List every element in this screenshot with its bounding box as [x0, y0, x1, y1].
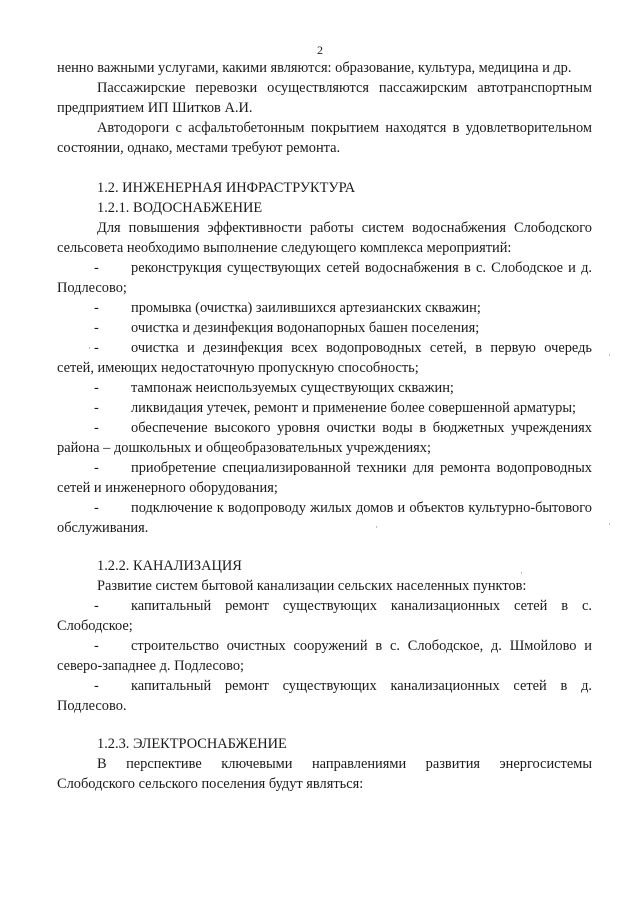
bullet-dash: - — [94, 300, 99, 316]
bullet-dash: - — [94, 500, 99, 516]
document-body — [57, 58, 592, 794]
section-heading-power-supply: 1.2.3. ЭЛЕКТРОСНАБЖЕНИЕ — [97, 736, 287, 752]
list-item — [57, 498, 592, 538]
bullet-dash: - — [94, 400, 99, 416]
water-supply-lead: Для повышения эффективности работы систем водоснабжения Слободского сельсовета необходимо выполнение следующего комплекса мероприятий: — [57, 220, 592, 256]
list-item — [57, 378, 592, 398]
scan-speck: · — [88, 343, 91, 353]
intro-paragraph-3: Автодороги с асфальтобетонным покрытием находятся в удовлетворительном состоянии, однако, местами требуют ремонта. — [57, 120, 592, 156]
bullet-dash: - — [94, 380, 99, 396]
section-heading-sewerage: 1.2.2. КАНАЛИЗАЦИЯ — [97, 558, 242, 574]
power-supply-lead: В перспективе ключевыми направлениями развития энергосистемы Слободского сельского поселения будут являться: — [57, 756, 592, 792]
bullet-dash: - — [94, 638, 99, 654]
list-item-text: очистка и дезинфекция водонапорных башен поселения; — [131, 320, 480, 336]
list-item-text: промывка (очистка) заилившихся артезианских скважин; — [131, 300, 481, 316]
list-item-text: реконструкция существующих сетей водоснабжения в с. Слободское и д. Подлесово; — [57, 260, 592, 296]
scan-speck: · — [608, 350, 611, 360]
list-item — [57, 318, 592, 338]
list-item-text: подключение к водопроводу жилых домов и объектов культурно-бытового обслуживания. — [57, 500, 592, 536]
list-item — [57, 398, 592, 418]
list-item-text: ликвидация утечек, ремонт и применение более совершенной арматуры; — [131, 400, 577, 416]
list-item-text: приобретение специализированной техники для ремонта водопроводных сетей и инженерного оборудования; — [57, 460, 592, 496]
list-item — [57, 418, 592, 458]
list-item — [57, 636, 592, 676]
list-item-text: капитальный ремонт существующих канализационных сетей в д. Подлесово. — [57, 678, 592, 714]
list-item-text: очистка и дезинфекция всех водопроводных сетей, в первую очередь сетей, имеющих недостаточную пропускную способность; — [57, 340, 592, 376]
scan-speck: · — [608, 519, 611, 529]
list-item-text: тампонаж неиспользуемых существующих скважин; — [131, 380, 454, 396]
sewerage-list — [57, 596, 592, 716]
bullet-dash: - — [94, 598, 99, 614]
sewerage-lead: Развитие систем бытовой канализации сельских населенных пунктов: — [97, 578, 527, 594]
list-item — [57, 298, 592, 318]
intro-paragraph-1: ненно важными услугами, какими являются: образование, культура, медицина и др. — [57, 60, 572, 76]
scan-speck: · — [375, 522, 378, 532]
list-item — [57, 676, 592, 716]
section-heading-infrastructure: 1.2. ИНЖЕНЕРНАЯ ИНФРАСТРУКТУРА — [97, 180, 356, 196]
list-item-text: обеспечение высокого уровня очистки воды в бюджетных учреждениях района – дошкольных и общеобразовательных учреждениях; — [57, 420, 592, 456]
bullet-dash: - — [94, 678, 99, 694]
list-item-text: капитальный ремонт существующих канализационных сетей в с. Слободское; — [57, 598, 592, 634]
scan-speck: · — [520, 568, 523, 578]
list-item — [57, 338, 592, 378]
bullet-dash: - — [94, 260, 99, 276]
list-item — [57, 596, 592, 636]
water-supply-list — [57, 258, 592, 538]
list-item — [57, 458, 592, 498]
list-item-text: строительство очистных сооружений в с. Слободское, д. Шмойлово и северо-западнее д. Подлесово; — [57, 638, 592, 674]
section-heading-water-supply: 1.2.1. ВОДОСНАБЖЕНИЕ — [97, 200, 263, 216]
bullet-dash: - — [94, 420, 99, 436]
bullet-dash: - — [94, 460, 99, 476]
bullet-dash: - — [94, 340, 99, 356]
list-item — [57, 258, 592, 298]
bullet-dash: - — [94, 320, 99, 336]
page-number: 2 — [317, 43, 323, 57]
intro-paragraph-2: Пассажирские перевозки осуществляются пассажирским автотранспортным предприятием ИП Шитков А.И. — [57, 80, 592, 116]
